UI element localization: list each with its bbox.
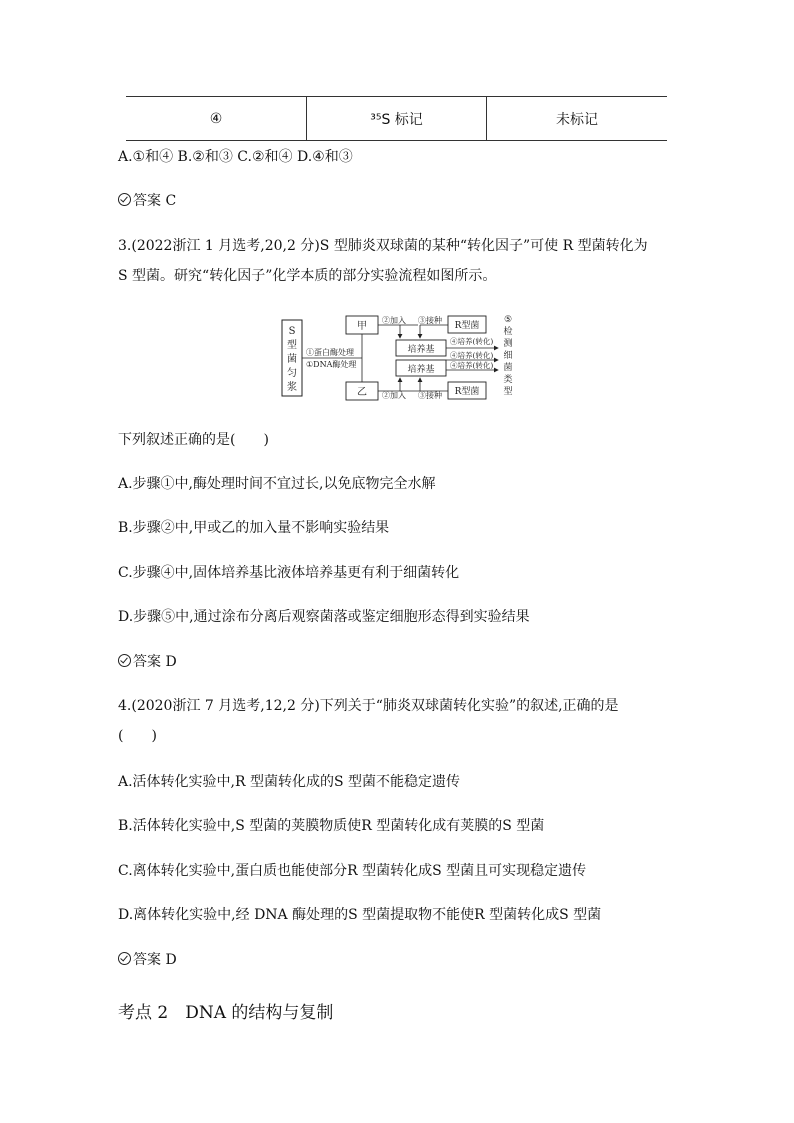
table-cell-3: 未标记 [556,111,598,128]
q4-option-d: D.离体转化实验中,经 DNA 酶处理的S 型菌提取物不能使R 型菌转化成S 型菌 [118,907,602,923]
q3-stem-line2: S 型菌。研究“转化因子”化学本质的部分实验流程如图所示。 [118,268,497,284]
q4-stem-line2: ( ) [118,728,157,744]
s-char-2: 菌 [287,354,297,365]
q4-option-a: A.活体转化实验中,R 型菌转化成的S 型菌不能稳定遗传 [118,774,461,790]
medium-bottom-label: 培养基 [407,365,435,375]
jia-label: 甲 [357,321,367,332]
culture-label-1: ④培养(转化) [450,337,494,346]
medium-top-label: 培养基 [407,345,435,355]
step1-protease-label: ①蛋白酶处理 [306,348,354,357]
experiment-flow-diagram [280,312,520,402]
q4-answer: 答案 D [118,950,177,970]
step1-dnase-label: ①DNA酶处理 [306,360,357,369]
q3-stem-line1: 3.(2022浙江 1 月选考,20,2 分)S 型肺炎双球菌的某种“转化因子”可使 R 型菌转化为 [118,238,648,254]
s-char-4: 浆 [287,382,297,393]
q3-option-a: A.步骤①中,酶处理时间不宜过长,以免底物完全水解 [118,476,436,492]
q2-options: A.①和④ B.②和③ C.②和④ D.④和③ [118,149,353,165]
q4-option-b: B.活体转化实验中,S 型菌的荚膜物质使R 型菌转化成有荚膜的S 型菌 [118,818,545,834]
s-char-0: S [288,326,296,337]
r-top-label: R型菌 [454,321,480,331]
add-bottom-label: ②加入 [382,391,406,400]
step5-char-0: ⑤ [503,315,513,325]
q2-answer: 答案 C [118,191,176,211]
q3-option-c: C.步骤④中,固体培养基比液体培养基更有利于细菌转化 [118,565,460,581]
culture-label-2: ④培养(转化) [450,351,494,360]
step5-char-3: 细 [503,351,513,361]
q3-option-d: D.步骤⑤中,通过涂布分离后观察菌落或鉴定细胞形态得到实验结果 [118,609,530,625]
r-bottom-label: R型菌 [454,387,480,397]
s-char-3: 匀 [287,368,297,379]
check-icon [118,193,131,206]
yi-label: 乙 [357,387,367,398]
q3-option-b: B.步骤②中,甲或乙的加入量不影响实验结果 [118,520,390,536]
answer-table [126,96,667,141]
table-cell-1: ④ [209,110,223,127]
check-icon [118,952,131,965]
q4-option-c: C.离体转化实验中,蛋白质也能使部分R 型菌转化成S 型菌且可实现稳定遗传 [118,863,587,879]
step5-char-6: 型 [503,387,513,397]
q3-prompt: 下列叙述正确的是( ) [118,432,269,448]
table-cell-2: ³⁵S 标记 [370,111,423,128]
step5-char-1: 检 [503,327,513,337]
section-title: 考点 2 DNA 的结构与复制 [118,1003,334,1023]
add-top-label: ②加入 [382,316,406,325]
step5-char-2: 测 [503,339,513,349]
check-icon [118,654,131,667]
inoculate-top-label: ③接种 [418,316,442,325]
s-char-1: 型 [287,340,297,351]
q3-answer: 答案 D [118,652,177,672]
step5-char-5: 类 [503,375,513,385]
inoculate-bottom-label: ③接种 [418,391,442,400]
q4-stem-line1: 4.(2020浙江 7 月选考,12,2 分)下列关于“肺炎双球菌转化实验”的叙述,正确的是 [118,698,619,714]
step5-char-4: 菌 [503,363,513,373]
culture-label-3: ④培养(转化) [450,361,494,370]
